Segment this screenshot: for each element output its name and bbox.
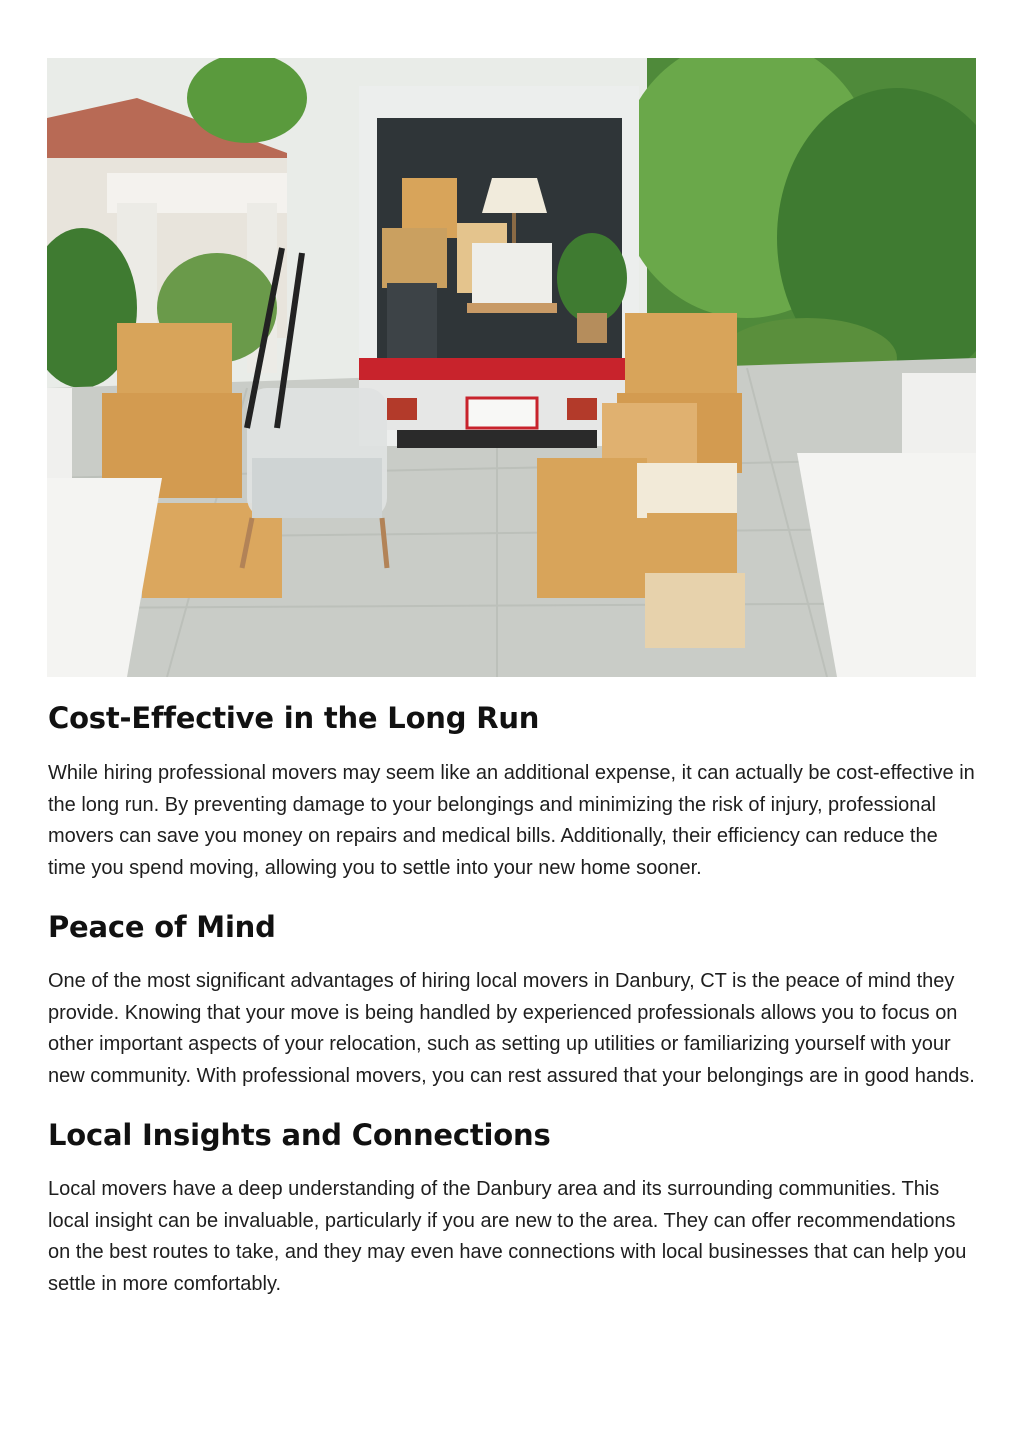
section-text-cost-effective: While hiring professional movers may seem like an additional expense, it can actually be cost-effective in the long run. By preventing damage to your belongings and minimizing the risk of injury, professional movers can save you money on repairs and medical bills. Additionally, their efficiency can reduce the time you spend moving, allowing you to settle into your new home sooner.	[48, 762, 975, 879]
section-title-local-insights: Local Insights and Connections	[48, 1118, 551, 1152]
section-title-peace-of-mind: Peace of Mind	[48, 910, 276, 944]
hero-image	[47, 58, 976, 677]
section-title-cost-effective: Cost-Effective in the Long Run	[48, 701, 540, 735]
section-text-local-insights: Local movers have a deep understanding of the Danbury area and its surrounding communities. This local insight can be invaluable, particularly if you are new to the area. They can offer recommendations on the best routes to take, and they may even have connections with local businesses that can help you settle in more comfortably.	[48, 1178, 967, 1295]
section-text-peace-of-mind: One of the most significant advantages of hiring local movers in Danbury, CT is the peace of mind they provide. Knowing that your move is being handled by experienced professionals allows you to focus on other important aspects of your relocation, such as setting up utilities or familiarizing yourself with your new community. With professional movers, you can rest assured that your belongings are in good hands.	[48, 970, 975, 1087]
article-content	[48, 700, 978, 1300]
